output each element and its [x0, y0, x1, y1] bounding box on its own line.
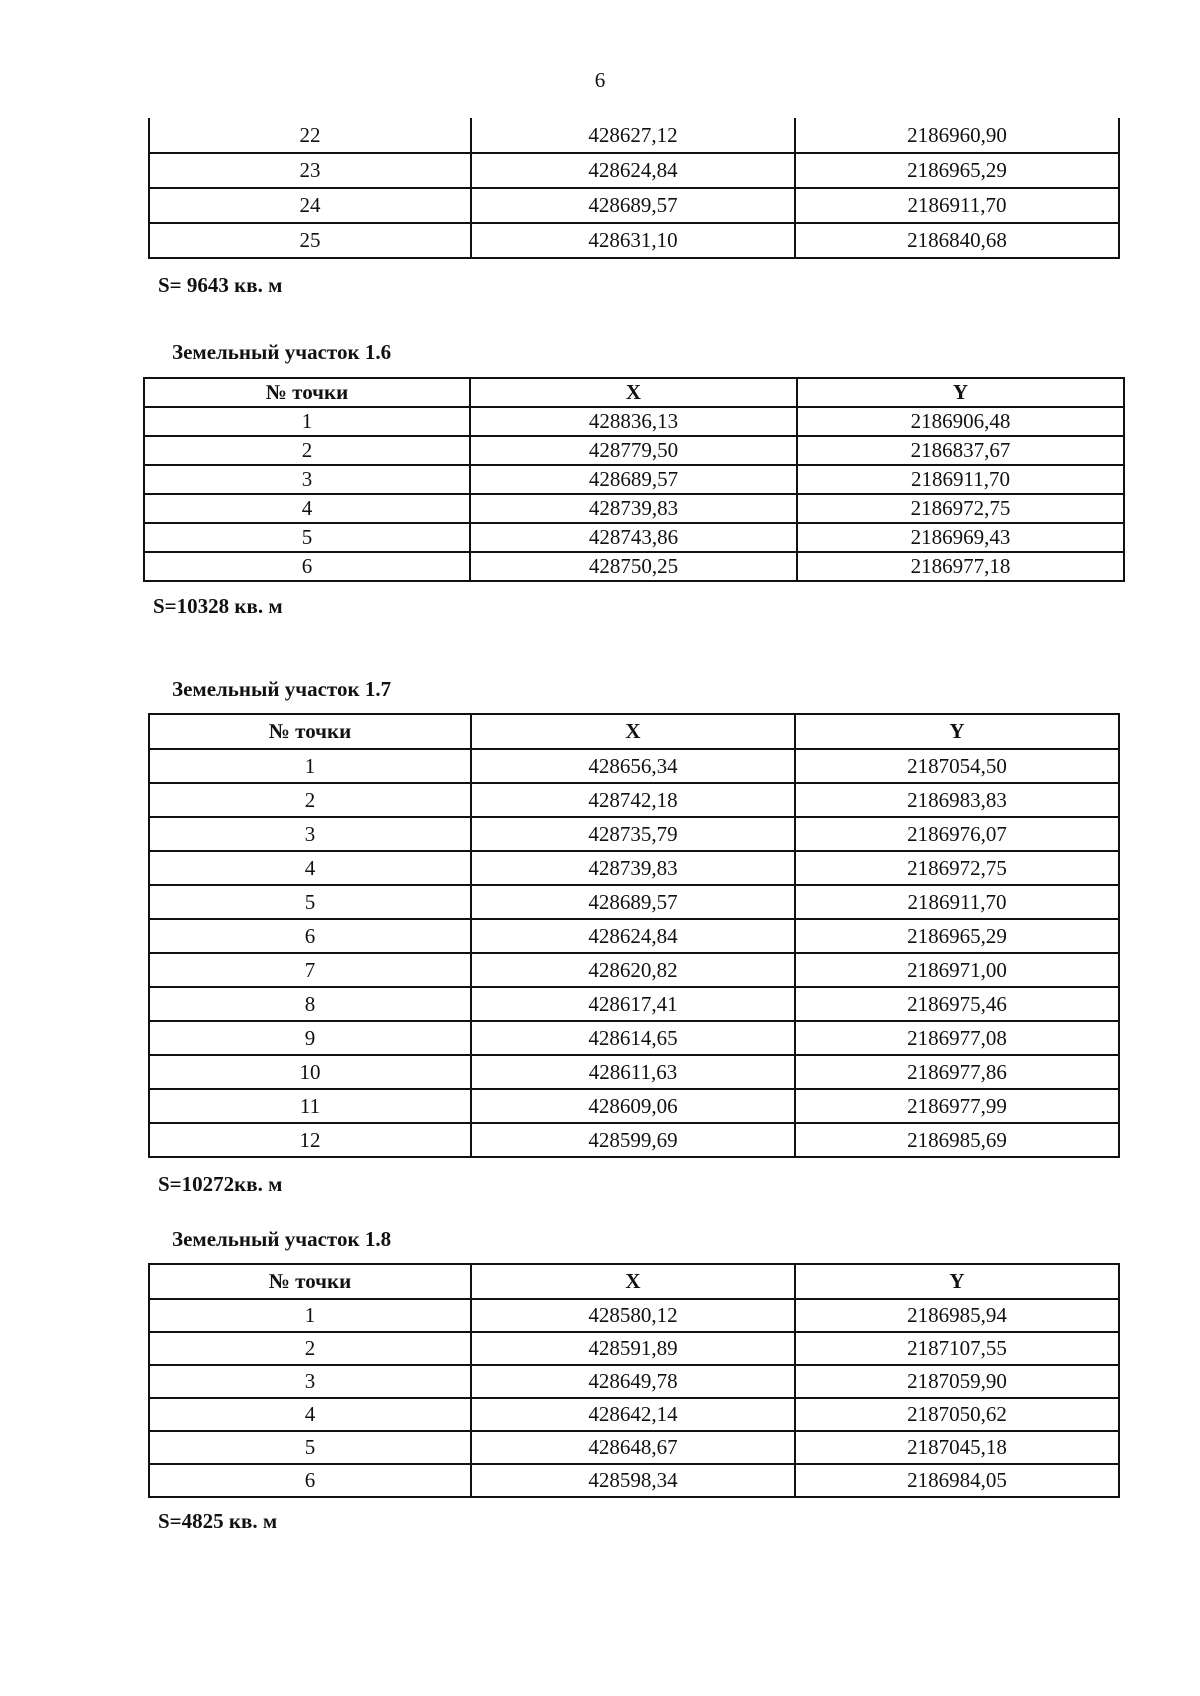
cell-point-number: 2 [149, 783, 471, 817]
area-total: S=4825 кв. м [158, 1509, 278, 1533]
cell-y: 2186837,67 [797, 436, 1124, 465]
cell-point-number: 22 [149, 118, 471, 153]
cell-point-number: 6 [144, 552, 470, 581]
cell-x: 428631,10 [471, 223, 795, 258]
section-title: Земельный участок 1.7 [172, 677, 392, 701]
cell-x: 428689,57 [470, 465, 797, 494]
table-row [144, 407, 1124, 436]
cell-x: 428598,34 [471, 1464, 795, 1497]
cell-y: 2186971,00 [795, 953, 1119, 987]
cell-y: 2187054,50 [795, 749, 1119, 783]
cell-point-number: 24 [149, 188, 471, 223]
cell-y: 2186983,83 [795, 783, 1119, 817]
cell-point-number: 8 [149, 987, 471, 1021]
cell-point-number: 5 [144, 523, 470, 552]
cell-point-number: 6 [149, 1464, 471, 1497]
page-number: 6 [594, 68, 606, 92]
cell-x: 428779,50 [470, 436, 797, 465]
cell-point-number: 7 [149, 953, 471, 987]
table-row [149, 919, 1119, 953]
cell-point-number: 3 [149, 1365, 471, 1398]
table-row [144, 494, 1124, 523]
cell-y: 2187107,55 [795, 1332, 1119, 1365]
section-title: Земельный участок 1.6 [172, 340, 392, 364]
cell-y: 2186977,08 [795, 1021, 1119, 1055]
header-x: X [470, 378, 797, 407]
cell-x: 428642,14 [471, 1398, 795, 1431]
cell-point-number: 10 [149, 1055, 471, 1089]
table-row [149, 749, 1119, 783]
cell-x: 428627,12 [471, 118, 795, 153]
cell-x: 428614,65 [471, 1021, 795, 1055]
cell-y: 2186977,18 [797, 552, 1124, 581]
cell-x: 428609,06 [471, 1089, 795, 1123]
cell-x: 428689,57 [471, 885, 795, 919]
cell-y: 2186984,05 [795, 1464, 1119, 1497]
table-row [149, 1123, 1119, 1157]
cell-point-number: 3 [144, 465, 470, 494]
cell-y: 2186975,46 [795, 987, 1119, 1021]
area-total: S= 9643 кв. м [158, 273, 283, 297]
cell-point-number: 4 [149, 1398, 471, 1431]
table-row [149, 1021, 1119, 1055]
cell-y: 2186985,69 [795, 1123, 1119, 1157]
cell-point-number: 11 [149, 1089, 471, 1123]
cell-x: 428735,79 [471, 817, 795, 851]
cell-y: 2186965,29 [795, 153, 1119, 188]
coordinates-table-continued [148, 118, 1120, 259]
cell-y: 2186972,75 [795, 851, 1119, 885]
cell-x: 428750,25 [470, 552, 797, 581]
header-x: X [471, 714, 795, 749]
cell-x: 428739,83 [471, 851, 795, 885]
table-row [149, 1299, 1119, 1332]
table-row [149, 987, 1119, 1021]
cell-y: 2186972,75 [797, 494, 1124, 523]
coordinates-table [143, 377, 1125, 582]
table-row [149, 1089, 1119, 1123]
cell-x: 428739,83 [470, 494, 797, 523]
cell-y: 2186911,70 [797, 465, 1124, 494]
table-row [144, 465, 1124, 494]
cell-y: 2187059,90 [795, 1365, 1119, 1398]
cell-point-number: 4 [144, 494, 470, 523]
cell-y: 2186906,48 [797, 407, 1124, 436]
table-row [149, 817, 1119, 851]
table-row [149, 1365, 1119, 1398]
header-y: Y [797, 378, 1124, 407]
cell-y: 2186840,68 [795, 223, 1119, 258]
table-row [149, 783, 1119, 817]
table-row [144, 552, 1124, 581]
cell-point-number: 25 [149, 223, 471, 258]
cell-y: 2186977,86 [795, 1055, 1119, 1089]
cell-point-number: 3 [149, 817, 471, 851]
header-y: Y [795, 1264, 1119, 1299]
table-row [149, 153, 1119, 188]
table-row [149, 118, 1119, 153]
cell-x: 428580,12 [471, 1299, 795, 1332]
cell-y: 2186976,07 [795, 817, 1119, 851]
cell-point-number: 5 [149, 1431, 471, 1464]
cell-point-number: 1 [149, 1299, 471, 1332]
table-row [149, 1055, 1119, 1089]
table-row [149, 851, 1119, 885]
table-row [149, 1332, 1119, 1365]
cell-x: 428617,41 [471, 987, 795, 1021]
cell-x: 428648,67 [471, 1431, 795, 1464]
cell-point-number: 9 [149, 1021, 471, 1055]
cell-x: 428742,18 [471, 783, 795, 817]
coordinates-table [148, 1263, 1120, 1498]
cell-y: 2186965,29 [795, 919, 1119, 953]
cell-x: 428624,84 [471, 919, 795, 953]
area-total: S=10272кв. м [158, 1172, 283, 1196]
cell-y: 2186977,99 [795, 1089, 1119, 1123]
cell-point-number: 2 [144, 436, 470, 465]
cell-x: 428836,13 [470, 407, 797, 436]
cell-x: 428656,34 [471, 749, 795, 783]
cell-y: 2187050,62 [795, 1398, 1119, 1431]
table-row [149, 188, 1119, 223]
cell-x: 428689,57 [471, 188, 795, 223]
table-row [149, 1464, 1119, 1497]
cell-point-number: 1 [144, 407, 470, 436]
cell-y: 2186960,90 [795, 118, 1119, 153]
cell-x: 428620,82 [471, 953, 795, 987]
cell-x: 428649,78 [471, 1365, 795, 1398]
table-row [144, 436, 1124, 465]
cell-point-number: 4 [149, 851, 471, 885]
cell-y: 2186911,70 [795, 188, 1119, 223]
cell-point-number: 5 [149, 885, 471, 919]
cell-x: 428743,86 [470, 523, 797, 552]
area-total: S=10328 кв. м [153, 594, 283, 618]
cell-point-number: 1 [149, 749, 471, 783]
cell-point-number: 12 [149, 1123, 471, 1157]
header-point-number: № точки [149, 1264, 471, 1299]
section-title: Земельный участок 1.8 [172, 1227, 392, 1251]
cell-x: 428591,89 [471, 1332, 795, 1365]
table-row [144, 523, 1124, 552]
cell-y: 2186969,43 [797, 523, 1124, 552]
cell-point-number: 6 [149, 919, 471, 953]
header-y: Y [795, 714, 1119, 749]
header-point-number: № точки [144, 378, 470, 407]
cell-y: 2187045,18 [795, 1431, 1119, 1464]
cell-y: 2186985,94 [795, 1299, 1119, 1332]
table-row [149, 223, 1119, 258]
header-point-number: № точки [149, 714, 471, 749]
cell-x: 428611,63 [471, 1055, 795, 1089]
cell-x: 428624,84 [471, 153, 795, 188]
cell-point-number: 2 [149, 1332, 471, 1365]
header-x: X [471, 1264, 795, 1299]
cell-y: 2186911,70 [795, 885, 1119, 919]
table-row [149, 1431, 1119, 1464]
coordinates-table [148, 713, 1120, 1158]
table-row [149, 885, 1119, 919]
cell-x: 428599,69 [471, 1123, 795, 1157]
cell-point-number: 23 [149, 153, 471, 188]
table-row [149, 1398, 1119, 1431]
table-row [149, 953, 1119, 987]
